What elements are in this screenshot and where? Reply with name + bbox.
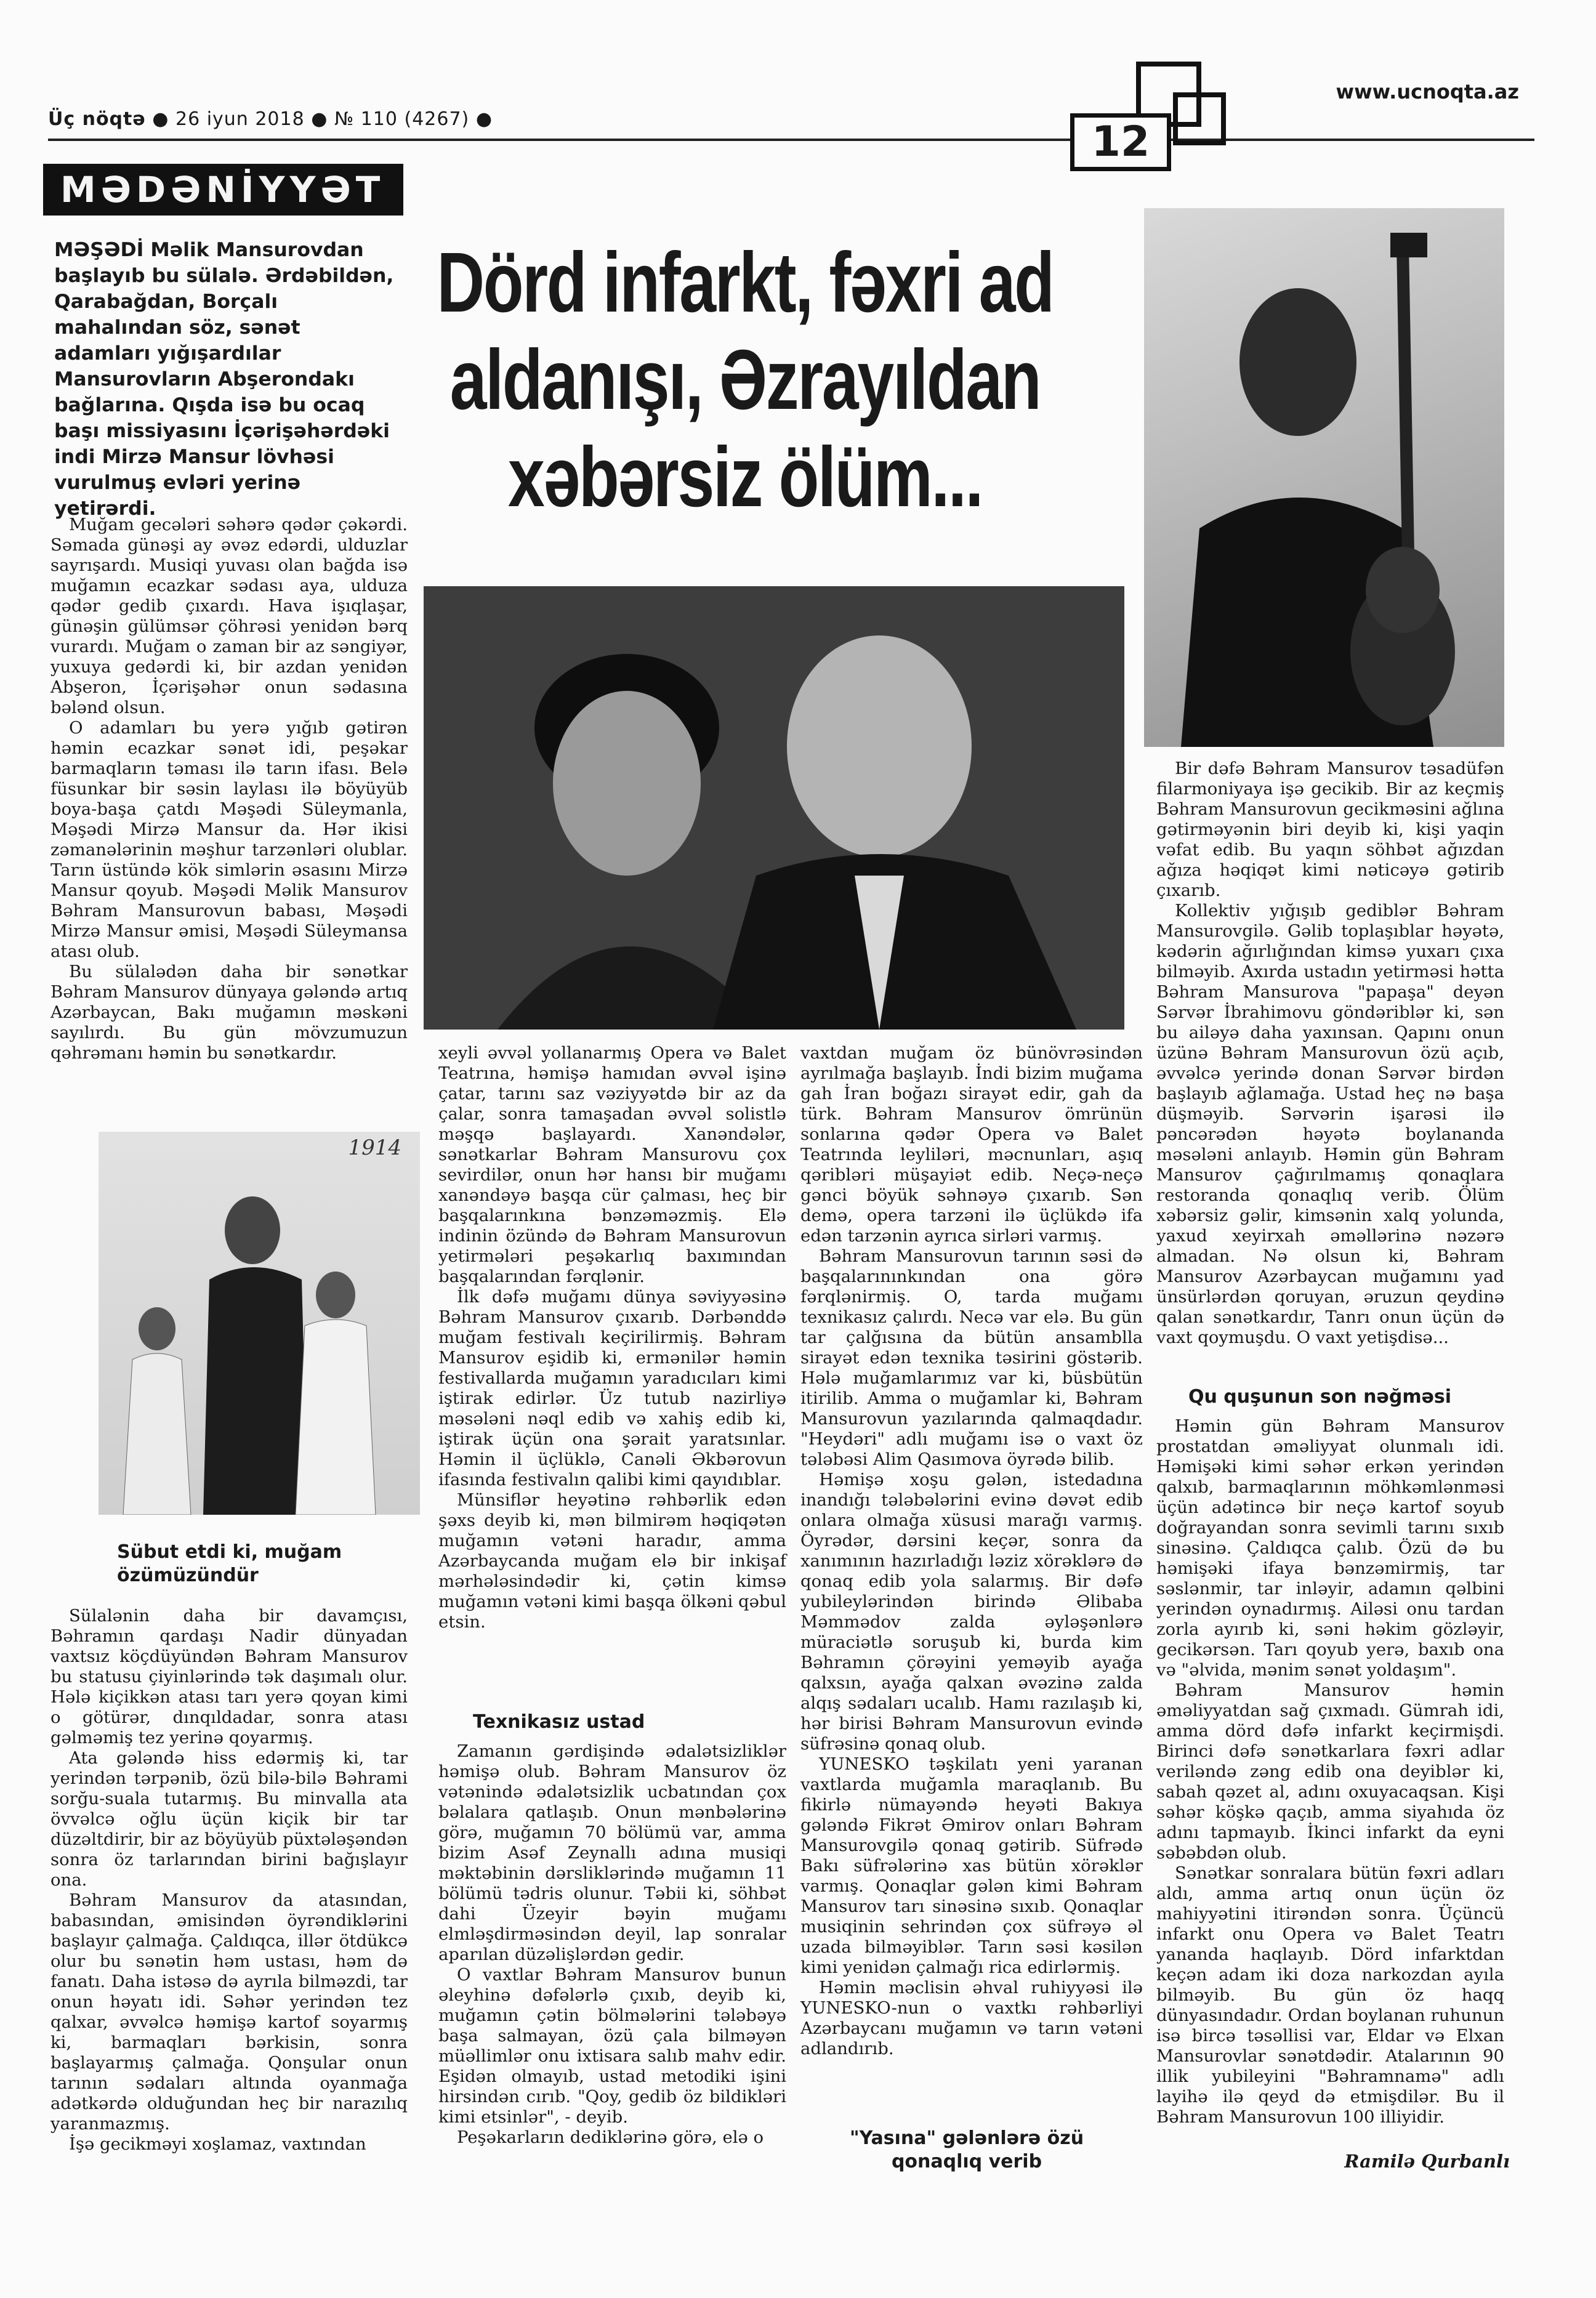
paragraph: Bir dəfə Bəhram Mansurov təsadüfən filarmoniyaya işə gecikib. Bir az keçmiş Bəhram Mansurovun gecikməsini ağlına gətirməyənin biri deyib ki, kişi yaqin vəfat edib. Bu yaqın söhbət ağızdan ağıza həqiqət kimi nəticəyə gətirib çıxarıb. bbox=[1156, 759, 1504, 900]
subheading-1: Sübut etdi ki, muğam özümüzündür bbox=[117, 1541, 342, 1586]
paragraph: İlk dəfə muğamı dünya səviyyəsinə Bəhram Mansurov çıxarıb. Dərbənddə muğam festivalı keçirilirmiş. Bəhram Mansurov eşidib ki, ermənilər həmin festivallarda muğamın yaradıcıları kimi iştirak edirlər. Üz tutub nazirliyə məsələni nəql edib və xahiş edib ki, iştirak üçün ona şərait yaratsınlar. Həmin il üçlüklə, Canəli Əkbərovun ifasında festivalın qalibi kimi qayıdıblar. bbox=[438, 1287, 786, 1490]
bullet-icon: ● bbox=[475, 108, 493, 130]
paragraph: Sülalənin daha bir davamçısı, Bəhramın qardaşı Nadir dünyadan vaxtsız köçdüyündən Bəhram Mansurov bu statusu çiyinlərində tək daşımalı olur. Hələ kiçikkən atası tarı yerə qoyan kimi o götürər, dınqıldadar, sonra atası gəlməmiş tez yerinə qoyarmış. bbox=[50, 1606, 408, 1748]
paragraph: O adamları bu yerə yığıb gətirən həmin ecazkar sənət idi, peşəkar barmaqların təması ilə tarın ifası. Belə füsunkar bir səsin laylası ilə böyüyüb boya-başa çatdı Məşədi Süleymanla, Məşədi Mirzə Mansur da. Hər ikisi zəmanələrinin məşhur tarzənləri olublar. Tarın üstündə kök simlərin əsasını Mirzə Mansur qoyub. Məşədi Məlik Mansurov Bəhram Mansurovun babası, Məşədi Mirzə Mansur əmisi, Məşədi Süleymansa atası olub. bbox=[50, 718, 408, 961]
paragraph: Münsiflər heyətinə rəhbərlik edən şəxs deyib ki, mən bilmirəm həqiqətən muğamın vətəni haradır, amma Azərbaycanda muğam elə bir inkişaf mərhələsindədir ki, çətin kimsə muğamın vətəni kimi başqa ölkəni qəbul etsin. bbox=[438, 1490, 786, 1632]
paragraph: Bəhram Mansurovun tarının səsi də başqalarınınkından ona görə fərqlənirmiş. O, tarda muğamı texnikasız çalırdı. Necə var elə. Bu gün tar çalğısına da bütün ansamblla sirayət edən texnika təsirini göstərib. Hələ muğamlarımız var ki, büsbütün itirilib. Amma o muğamlar ki, Bəhram Mansurovun yazılarında qalmaqdadır. "Heydəri" adlı muğamı isə o vaxt öz tələbəsi Alim Qasımova öyrədə bilib. bbox=[800, 1246, 1143, 1469]
paragraph: Bəhram Mansurov həmin əməliyyatdan sağ çıxmadı. Gümrah idi, amma dörd dəfə infarkt keçirmişdi. Birinci dəfə sənətkarlara fəxri adlar veriləndə zəng edib ona deyiblər ki, sabah qəzet al, adını oxuyacaqsan. Kişi səhər köşkə qaçıb, amma siyahıda öz adını tapmayıb. İkinci infarkt da eyni səbəbdən olub. bbox=[1156, 1680, 1504, 1863]
paragraph: Kollektiv yığışıb gediblər Bəhram Mansurovgilə. Gəlib toplaşıblar həyətə, kədərin ağırlığından kimsə yuxarı çıxa bilməyib. Axırda ustadın yetirməsi hətta Bəhram Mansurova "papaşa" deyən Sərvər İbrahimovu göndəriblər ki, sən bu ailəyə daha yaxınsan. Qapını onun üzünə Bəhram Mansurovun özü açıb, əvvəlcə yerində donan Sərvər birdən başlayıb ağlamağa. Ustad heç nə başa düşməyib. Sərvərin işarəsi ilə pəncərədən həyətə boylananda məsələni anlayıb. Həmin gün Bəhram Mansurov çağırılmamış qonaqlara restoranda qonaqlıq verib. Ölüm xəbərsiz gəlir, kimsənin xalq yolunda, yaxud xeyirxah əməllərinə nəzərə almadan. Nə olsun ki, Bəhram Mansurov Azərbaycan muğamını yad ünsürlərdən qoruyan, əruzun qeydinə qalan sənətkardır, Tanrı onun üçün də vaxt qoymuşdu. O vaxt yetişdisə... bbox=[1156, 901, 1504, 1347]
masthead-line bbox=[48, 108, 493, 130]
paragraph: Həmişə xoşu gələn, istedadına inandığı tələbələrini evinə dəvət edib onlara olmağa xüsusi marağı varmış. Öyrədər, dərsini keçər, sonra da xanımının hazırladığı ləziz xörəklərə də qonaq edib yola salarmış. Bir dəfə yubileylərindən birində Əlibaba Məmmədov zalda əyləşənlərə müraciətlə soruşub ki, burda kim Bəhramın çörəyini yeməyib ayağa qalxsın, ayağa qalxan əvəzinə zalda alqış sədaları ucalıb. Hamı razılaşıb ki, hər birisi Bəhram Mansurovun evində süfrəsinə qonaq olub. bbox=[800, 1470, 1143, 1754]
column-4-continued bbox=[1156, 1416, 1504, 2127]
family-illustration-icon bbox=[99, 1132, 420, 1515]
author-signature: Ramilə Qurbanlı bbox=[1344, 2151, 1510, 2172]
column-1-continued bbox=[50, 1606, 408, 2155]
paragraph: Həmin gün Bəhram Mansurov prostatdan əməliyyat olunmalı idi. Həmişəki kimi səhər erkən yerindən qalxıb, barmaqlarının möhkəmlənməsi üçün adətincə bir neçə kartof soyub doğrayandan sonra sevimli tarını sıxıb sinəsinə. Çaldıqca çalıb. Özü də bu həmişəki ifaya bənzəmirmiş, tar səslənmir, tar inləyir, adamın qəlbini yerindən oynadırmış. Ailəsi onu tardan zorla ayırıb ki, səni həkim gözləyir, gecikərsən. Tarı qoyub yerə, baxıb ona və "əlvida, mənim sənət yoldaşım". bbox=[1156, 1416, 1504, 1680]
issue-number: № 110 (4267) bbox=[334, 108, 470, 130]
site-url[interactable]: www.ucnoqta.az bbox=[1336, 80, 1519, 103]
photo-family-archive bbox=[99, 1132, 420, 1515]
paragraph: Həmin məclisin əhval ruhiyyəsi ilə YUNESKO-nun o vaxtkı rəhbərliyi Azərbaycanı muğamın və tarın vətəni adlandırıb. bbox=[800, 1978, 1143, 2058]
paragraph: O vaxtlar Bəhram Mansurov bunun əleyhinə dəfələrlə çıxıb, deyib ki, muğamın çətin bölmələrini tələbəyə başa salmayan, özü çala bilməyən müəllimlər onu ixtisara salıb mahv edir. Eşidən olmayıb, ustad metodiki işini hirsindən cırıb. "Qoy, gedib öz bildikləri kimi etsinlər", - deyib. bbox=[438, 1965, 786, 2127]
column-1 bbox=[50, 515, 408, 1063]
headline bbox=[345, 234, 1145, 526]
photo-inscription: 1914 bbox=[348, 1135, 401, 1160]
headline-line: xəbərsiz ölüm... bbox=[507, 430, 983, 525]
column-3 bbox=[800, 1043, 1143, 2059]
paragraph: Zamanın gərdişində ədalətsizliklər həmişə olub. Bəhram Mansurov öz vətənində ədalətsizlik ucbatından çox bəlalara qatlaşıb. Onun mənbələrinə görə, muğamın 70 bölümü var, amma bizim Asəf Zeynallı adına musiqi məktəbinin dərsliklərində muğamın 11 bölümü tədris olunur. Təbii ki, söhbət dahi Üzeyir bəyin muğamı elmləşdirməsindən deyil, lap sonralar aparılan düzəlişlərdən gedir. bbox=[438, 1741, 786, 1964]
photo-musician-with-tar bbox=[1144, 208, 1504, 747]
paragraph: Sənətkar sonralara bütün fəxri adları aldı, amma artıq onun üçün öz mahiyyətini itirəndən sonra. Üçüncü infarkt onu Opera və Balet Teatrı yananda haqlayıb. Dörd infarktdan keçən adam iki doza narkozdan ayıla bilməyib. Bu gün öz haqq dünyasındadır. Ordan boylanan ruhunun isə bircə təsəllisi var, Eldar və Elxan Mansurovlar sənətdədir. Atalarının 90 illik yubileyini "Bəhramnamə" adlı layihə ilə qeyd də etmişdilər. Bu il Bəhram Mansurovun 100 illiyidir. bbox=[1156, 1863, 1504, 2127]
lead-paragraph: MƏŞƏDİ Məlik Mansurovdan başlayıb bu sülalə. Ərdəbildən, Qarabağdan, Borçalı mahalından söz, sənət adamları yığışardılar Mansurovların Abşerondakı bağlarına. Qışda isə bu ocaq başı missiyasını İçərişəhərdəki indi Mirzə Mansur lövhəsi vurulmuş evləri yerinə yetirərdi. bbox=[54, 239, 394, 520]
column-4 bbox=[1156, 759, 1504, 1348]
headline-line: Dörd infarkt, fəxri ad bbox=[437, 235, 1054, 330]
paragraph: xeyli əvvəl yollanarmış Opera və Balet Teatrına, həmişə hamıdan əvvəl işinə çatar, tarını saz vəziyyətdə bir az da çalar, sonra tamaşadan əvvəl solistlə məşqə başlayardı. Xanəndələr, sənətkarlar Bəhram Mansurovu çox sevirdilər, onun hər hansı bir muğamı xanəndəyə başqa cür çalması, heç bir başqalarınkına bənzəməzmiş. Elə indinin özündə də Bəhram Mansurovun yetirmələri peşəkarlıq baxımından başqalarından fərqlənir. bbox=[438, 1043, 786, 1286]
photo-couple bbox=[424, 586, 1124, 1030]
header-rule bbox=[48, 139, 1534, 141]
page-number: 12 bbox=[1070, 113, 1171, 171]
musician-illustration-icon bbox=[1144, 208, 1504, 747]
paragraph: Muğam gecələri səhərə qədər çəkərdi. Səmada günəşi ay əvəz edərdi, ulduzlar sayrışardı. Musiqi yuvası olan bağda isə muğamın ecazkar sədası aya, ulduza qədər gedib çıxardı. Hava işıqlaşar, günəşin gülümsər çöhrəsi yenidən bərq vurardı. Muğam o zaman bir az səngiyər, yuxuya gedərdi ki, bir azdan yenidən Abşeron, İçərişəhər onun sədasına bələnd olsun. bbox=[50, 515, 408, 717]
couple-illustration-icon bbox=[424, 586, 1124, 1030]
column-2 bbox=[438, 1043, 786, 1632]
issue-date: 26 iyun 2018 bbox=[175, 108, 305, 130]
paragraph: YUNESKO təşkilatı yeni yaranan vaxtlarda muğamla maraqlanıb. Bu fikirlə nümayəndə heyəti Bakıya gələndə Fikrət Əmirov onları Bəhram Mansurovgilə qonaq gətirib. Süfrədə Bakı süfrələrinə xas bütün xörəklər varmış. Qonaqlar gələn kimi Bəhram Mansurov tarı sinəsinə sıxıb. Qonaqlar musiqinin sehrindən çox süfrəyə əl uzada bilməyiblər. Tarın səsi kəsilən kimi yenidən çalmağı rica edirlərmiş. bbox=[800, 1754, 1143, 1977]
section-rubric: MƏDƏNİYYƏT bbox=[43, 164, 403, 216]
column-2-continued bbox=[438, 1741, 786, 2148]
subheading-4: Qu quşunun son nəğməsi bbox=[1188, 1386, 1452, 1408]
subheading-3: "Yasına" gələnlərə özü qonaqlıq verib bbox=[849, 2127, 1084, 2172]
paragraph: İşə gecikməyi xoşlamaz, vaxtından bbox=[69, 2134, 366, 2154]
paragraph: Bu sülalədən daha bir sənətkar Bəhram Mansurov dünyaya gələndə artıq Azərbaycan, Bakı muğamın məskəni sayılırdı. Bu gün mövzumuzun qəhrəmanı həmin bu sənətkardır. bbox=[50, 962, 408, 1063]
headline-line: aldanışı, Əzrayıldan bbox=[449, 333, 1041, 427]
paragraph: Peşəkarların dediklərinə görə, elə o bbox=[457, 2127, 764, 2147]
paragraph: vaxtdan muğam öz bünövrəsindən ayrılmağa başlayıb. İndi bizim muğama gah İran boğazı sirayət edir, gah da türk. Bəhram Mansurov ömrünün sonlarına qədər Opera və Balet Teatrında leyliləri, məcnunları, aşıq qəribləri müşayiət edib. Neçə-neçə gənci böyük səhnəyə çıxarıb. Sən demə, opera tarzəni ilə üçlükdə ifa edən tarzənin ayrıca sirləri varmış. bbox=[800, 1043, 1143, 1246]
logo-square-icon bbox=[1173, 92, 1226, 145]
bullet-icon: ● bbox=[152, 108, 175, 130]
paragraph: Ata gələndə hiss edərmiş ki, tar yerindən tərpənib, özü bilə-bilə Bəhrami sorğu-suala tutarmış. Bu minvalla ata övvəlcə oğlu üçün kiçik bir tar düzəltdirir, bir az böyüyüb püxtələşəndən sonra öz tarlarından birini bağışlayır ona. bbox=[50, 1748, 408, 1890]
bullet-icon: ● bbox=[311, 108, 334, 130]
masthead: Üç nöqtə bbox=[48, 108, 146, 130]
subheading-2: Texnikasız ustad bbox=[473, 1711, 645, 1733]
paragraph: Bəhram Mansurov da atasından, babasından, əmisindən öyrəndiklərini başlayır çalmağa. Çaldıqca, illər ötdükcə olur bu sənətin həm ustası, həm də fanatı. Daha istəsə də ayrıla bilməzdi, tar onun həyatı idi. Səhər yerindən tez qalxar, əvvəlcə həmişə kartof soyarmış ki, barmaqları bərkisin, sonra başlayarmış çalmağa. Qonşular onun tarının sədaları altında oyanmağa adətkərdə olduğundan heç bir narazılıq yaranmazmış. bbox=[50, 1890, 408, 2134]
